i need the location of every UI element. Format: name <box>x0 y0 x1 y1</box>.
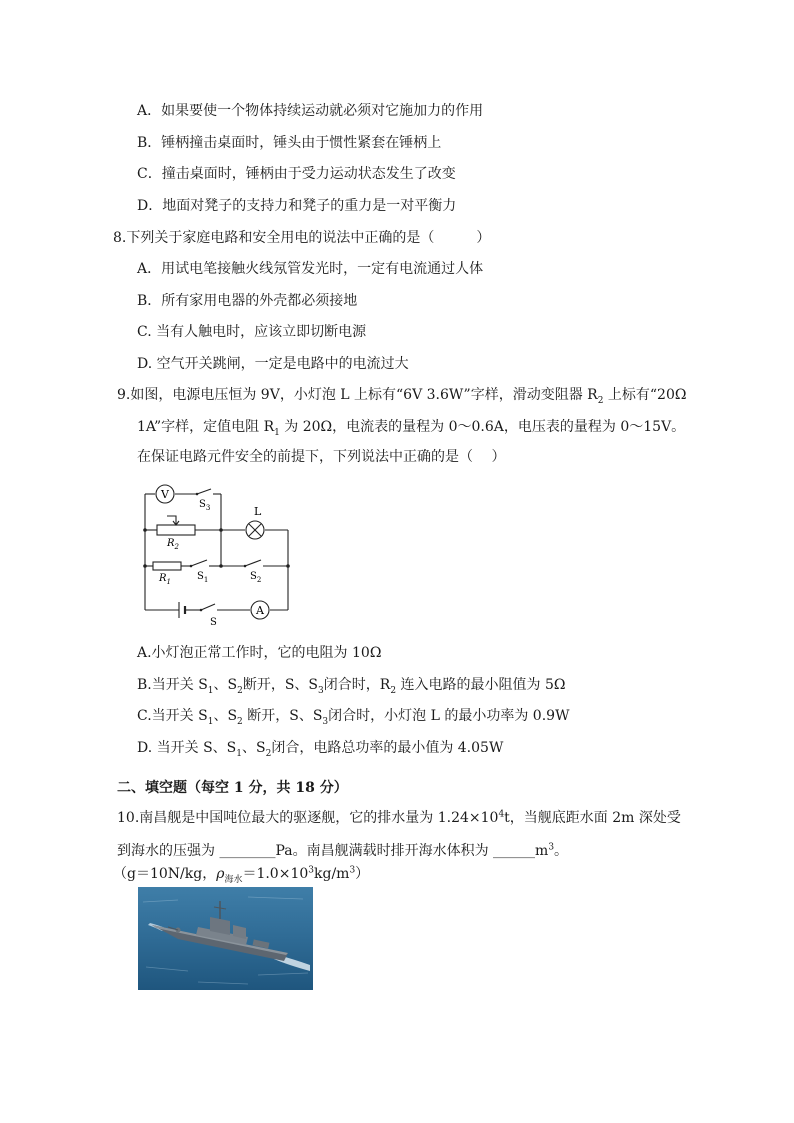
q8-option-b: B．所有家用电器的外壳都必须接地 <box>137 293 358 309</box>
q9-option-d: D. 当开关 S、$S_1$、$S_2$闭合，电路总功率的最小值为 4.05W <box>137 740 504 759</box>
r1-label: $R_1$ <box>159 573 171 586</box>
q8-option-a: A．用试电笔接触火线氖管发光时，一定有电流通过人体 <box>137 261 484 277</box>
destroyer-ship-photo <box>138 887 313 990</box>
s2-label: $S_2$ <box>250 571 262 584</box>
q9-stem-line-3: 在保证电路元件安全的前提下，下列说法中正确的是（ ） <box>137 449 506 465</box>
ammeter-label: A <box>256 604 264 617</box>
q8-option-d: D. 空气开关跳闸，一定是电路中的电流过大 <box>137 356 409 372</box>
q10-line-1: 10.南昌舰是中国吨位最大的驱逐舰，它的排水量为 $1.24\times 10^4t$，当舰底距水面 2m 深处受 <box>117 809 681 826</box>
lamp-icon <box>246 521 264 539</box>
s-label: S <box>210 617 217 628</box>
q7-option-a: A．如果要使一个物体持续运动就必须对它施加力的作用 <box>137 103 484 119</box>
q10-line-3: （g＝10N/kg，$\rho_{海水}=1.0\times 10^3kg/m^3$） <box>113 865 370 885</box>
q9-option-a: A.小灯泡正常工作时，它的电阻为 10Ω <box>137 645 382 661</box>
q7-option-d: D．地面对凳子的支持力和凳子的重力是一对平衡力 <box>137 198 457 214</box>
s1-label: $S_1$ <box>197 571 209 584</box>
s3-label: $S_3$ <box>199 499 211 512</box>
q7-option-c: C．撞击桌面时，锤柄由于受力运动状态发生了改变 <box>137 166 456 182</box>
voltmeter-label: V <box>161 488 169 501</box>
q10-line-2: 到海水的压强为 ________Pa。南昌舰满载时排开海水体积为 $\_\_\_\_\_\_m^3$。 <box>117 842 569 859</box>
r1-resistor <box>153 562 181 570</box>
q9-option-b: B.当开关 $S_1$、$S_2$断开，S、$S_3$闭合时，$R_2$ 连入电路的最小阻值为 5Ω <box>137 677 566 696</box>
q8-option-c: C. 当有人触电时，应该立即切断电源 <box>137 324 367 340</box>
r2-label: $R_2$ <box>167 538 179 551</box>
circuit-diagram <box>135 480 295 630</box>
q9-option-c: C.当开关 $S_1$、$S_2$ 断开，S、$S_3$闭合时，小灯泡 L 的最小功率为 0.9W <box>137 708 570 727</box>
r2-resistor <box>157 525 195 535</box>
q8-stem: 8.下列关于家庭电路和安全用电的说法中正确的是（ ） <box>113 230 491 246</box>
q9-stem-line-2: 1A”字样，定值电阻 $R_1$ 为 20Ω，电流表的量程为 0～0.6A，电压表的量程为 0～15V。 <box>137 419 686 438</box>
section-2-title: 二、填空题（每空 1 分，共 18 分） <box>117 780 348 796</box>
q7-option-b: B．锤柄撞击桌面时，锤头由于惯性紧套在锤柄上 <box>137 135 442 151</box>
lamp-label: L <box>254 505 262 518</box>
q9-stem-line-1: 9.如图，电源电压恒为 9V，小灯泡 L 上标有“6V 3.6W”字样，滑动变阻器 $R_2$ 上标有“20Ω <box>117 387 687 406</box>
